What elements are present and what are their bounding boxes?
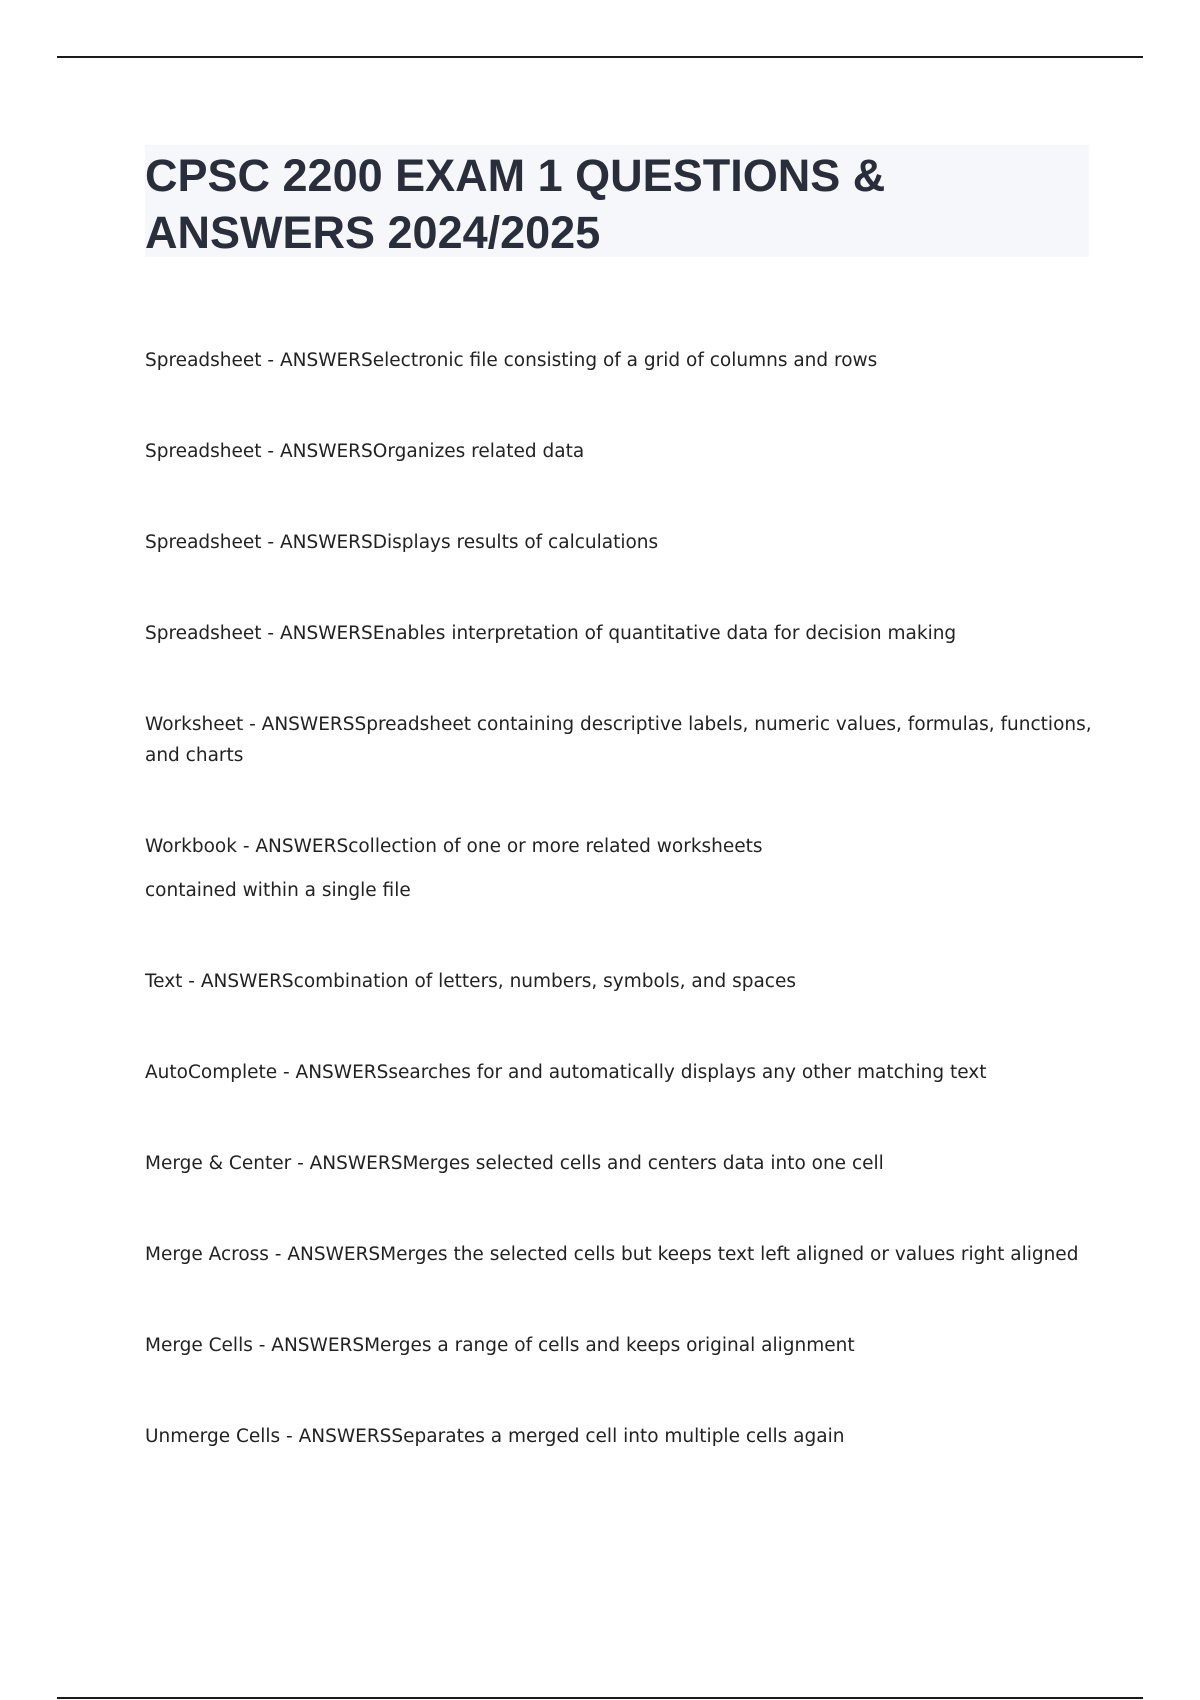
- qa-entry: [145, 527, 1095, 558]
- qa-text: Worksheet - ANSWERSSpreadsheet containing descriptive labels, numeric values, formulas, functions,: [145, 714, 1092, 735]
- qa-entry: [145, 1330, 1095, 1361]
- qa-text: Text - ANSWERScombination of letters, numbers, symbols, and spaces: [145, 971, 796, 992]
- qa-entry: [145, 831, 1095, 906]
- qa-text: Spreadsheet - ANSWERSelectronic file consisting of a grid of columns and rows: [145, 350, 878, 371]
- bottom-rule: [57, 1697, 1143, 1699]
- document-title: [145, 145, 1089, 261]
- qa-entry: [145, 1421, 1095, 1452]
- qa-text-continued: and charts: [145, 745, 244, 766]
- qa-entry: [145, 709, 1095, 771]
- title-block: [145, 145, 1089, 257]
- qa-entry: [145, 1148, 1095, 1179]
- qa-text: Spreadsheet - ANSWERSOrganizes related data: [145, 441, 585, 462]
- qa-entry: [145, 1057, 1095, 1088]
- qa-text: Workbook - ANSWERScollection of one or more related worksheets: [145, 836, 763, 857]
- qa-entry: [145, 436, 1095, 467]
- qa-text-continued: contained within a single file: [145, 880, 411, 901]
- qa-text: Spreadsheet - ANSWERSEnables interpretation of quantitative data for decision making: [145, 623, 957, 644]
- qa-text: Spreadsheet - ANSWERSDisplays results of calculations: [145, 532, 659, 553]
- title-line-2: ANSWERS 2024/2025: [145, 207, 601, 258]
- qa-text: Merge Across - ANSWERSMerges the selected cells but keeps text left aligned or values right aligned: [145, 1244, 1079, 1265]
- qa-entry: [145, 618, 1095, 649]
- title-line-1: CPSC 2200 EXAM 1 QUESTIONS &: [145, 150, 886, 201]
- qa-text: Merge Cells - ANSWERSMerges a range of cells and keeps original alignment: [145, 1335, 855, 1356]
- qa-entry: [145, 1239, 1095, 1270]
- qa-text: Merge & Center - ANSWERSMerges selected cells and centers data into one cell: [145, 1153, 884, 1174]
- qa-entry: [145, 345, 1095, 376]
- qa-list: [145, 345, 1095, 1452]
- top-rule: [57, 56, 1143, 58]
- qa-text: AutoComplete - ANSWERSsearches for and automatically displays any other matching text: [145, 1062, 987, 1083]
- qa-entry: [145, 966, 1095, 997]
- qa-text: Unmerge Cells - ANSWERSSeparates a merged cell into multiple cells again: [145, 1426, 845, 1447]
